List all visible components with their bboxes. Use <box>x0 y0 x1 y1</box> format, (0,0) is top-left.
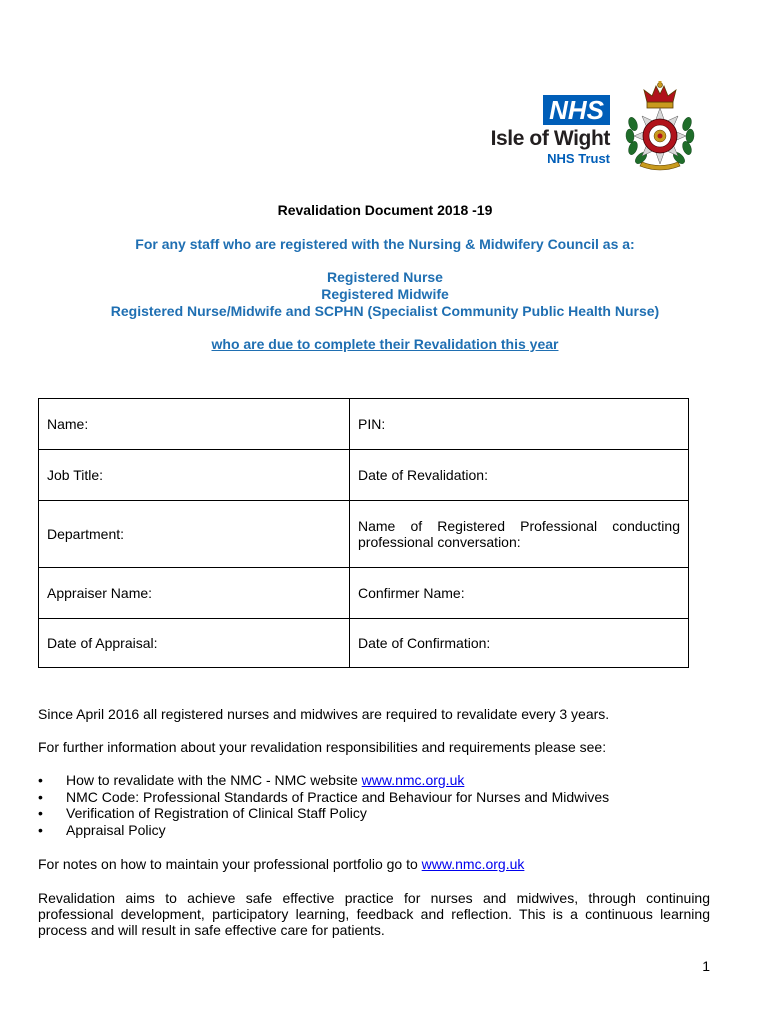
list-item: • NMC Code: Professional Standards of Practice and Behaviour for Nurses and Midwives <box>38 789 609 806</box>
role-nurse-midwife-scphn: Registered Nurse/Midwife and SCPHN (Specialist Community Public Health Nurse) <box>110 303 660 319</box>
registered-professional-field[interactable] <box>350 501 689 568</box>
crown-icon <box>644 81 676 108</box>
role-list <box>0 269 770 320</box>
crest-icon <box>620 80 700 176</box>
revalidation-aims-paragraph: Revalidation aims to achieve safe effective practice for nurses and midwives, through continuing professional development, participatory learning, feedback and reflection. This is a continuous learning process and will result in safe effective care for patients. <box>38 890 710 938</box>
resource-list <box>38 772 609 838</box>
revalidation-requirement-paragraph: Since April 2016 all registered nurses and midwives are required to revalidate every 3 years. <box>38 706 610 722</box>
list-item: • Verification of Registration of Clinical Staff Policy <box>38 805 609 822</box>
nhs-badge: NHS <box>543 95 610 125</box>
table-row <box>39 399 689 450</box>
list-item <box>38 772 609 789</box>
table-row <box>39 568 689 619</box>
job-title-label: Job Title: <box>47 467 104 483</box>
name-label: Name: <box>47 416 89 432</box>
confirmer-name-label: Confirmer Name: <box>358 585 465 601</box>
org-name: Isle of Wight <box>490 127 610 150</box>
pin-field[interactable] <box>350 399 689 450</box>
intro-line: For any staff who are registered with the Nursing & Midwifery Council as a: <box>135 236 635 252</box>
role-registered-nurse: Registered Nurse <box>327 269 443 285</box>
name-field[interactable] <box>39 399 350 450</box>
document-title: Revalidation Document 2018 -19 <box>277 202 493 218</box>
portfolio-text: For notes on how to maintain your professional portfolio go to <box>38 856 422 872</box>
revalidation-form-table <box>38 398 689 668</box>
pin-label: PIN: <box>358 416 386 432</box>
date-of-revalidation-field[interactable] <box>350 450 689 501</box>
date-of-confirmation-field[interactable] <box>350 619 689 668</box>
registered-professional-label: Name of Registered Professional conducting professional conversation: <box>358 518 680 550</box>
date-of-appraisal-field[interactable] <box>39 619 350 668</box>
nhs-logo <box>486 95 610 166</box>
bullet-text: How to revalidate with the NMC - NMC website <box>66 772 362 788</box>
further-info-paragraph: For further information about your revalidation responsibilities and requirements please see: <box>38 739 607 755</box>
trust-name: NHS Trust <box>547 151 610 166</box>
table-row <box>39 501 689 568</box>
date-of-confirmation-label: Date of Confirmation: <box>358 635 491 651</box>
appraiser-name-label: Appraiser Name: <box>47 585 153 601</box>
table-row <box>39 619 689 668</box>
date-of-appraisal-label: Date of Appraisal: <box>47 635 158 651</box>
confirmer-name-field[interactable] <box>350 568 689 619</box>
page-number: 1 <box>702 958 710 974</box>
role-registered-midwife: Registered Midwife <box>321 286 449 302</box>
appraiser-name-field[interactable] <box>39 568 350 619</box>
department-label: Department: <box>47 526 125 542</box>
department-field[interactable] <box>39 501 350 568</box>
nmc-website-link[interactable]: www.nmc.org.uk <box>361 772 465 788</box>
list-item: • Appraisal Policy <box>38 822 609 839</box>
portfolio-paragraph <box>38 856 710 872</box>
table-row <box>39 450 689 501</box>
job-title-field[interactable] <box>39 450 350 501</box>
due-line: who are due to complete their Revalidation this year <box>211 336 559 352</box>
date-of-revalidation-label: Date of Revalidation: <box>358 467 488 483</box>
nmc-portfolio-link[interactable]: www.nmc.org.uk <box>421 856 525 872</box>
